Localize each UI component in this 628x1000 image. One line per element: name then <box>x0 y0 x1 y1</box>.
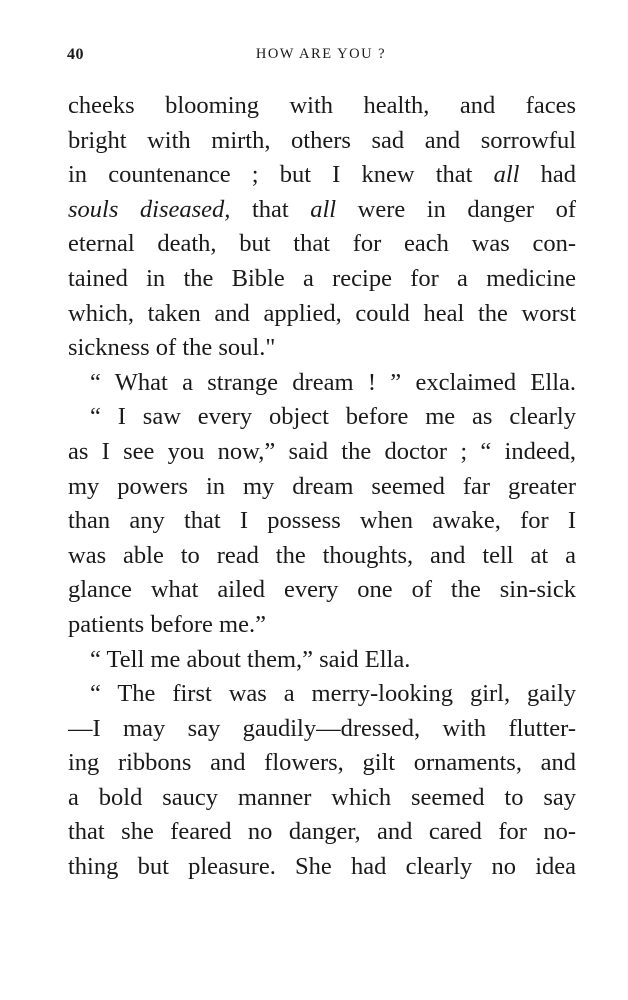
text-line: “ I saw every object before me as clearly <box>90 403 576 431</box>
text-line: that she feared no danger, and cared for no- <box>68 818 576 846</box>
text-line: “ What a strange dream ! ” exclaimed Ella. <box>90 368 576 396</box>
text-line: as I see you now,” said the doctor ; “ indeed, <box>68 437 576 465</box>
page-number: 40 <box>67 46 84 63</box>
text-line: a bold saucy manner which seemed to say <box>68 783 576 811</box>
text-line: thing but pleasure. She had clearly no idea <box>68 853 576 881</box>
text-line: cheeks blooming with health, and faces <box>68 92 576 119</box>
text-line: in countenance ; but I knew that all had <box>68 161 576 189</box>
text-line: eternal death, but that for each was con- <box>68 230 576 258</box>
text-line: “ Tell me about them,” said Ella. <box>90 645 411 673</box>
text-line: —I may say gaudily—dressed, with flutter- <box>68 714 576 742</box>
text-line: my powers in my dream seemed far greater <box>68 472 576 500</box>
text-line: bright with mirth, others sad and sorrowful <box>68 126 576 154</box>
text-line: ing ribbons and flowers, gilt ornaments, and <box>68 749 576 777</box>
text-line: “ The first was a merry-looking girl, gaily <box>90 680 576 708</box>
text-line: glance what ailed every one of the sin-sick <box>68 576 576 604</box>
text-line: patients before me.” <box>68 610 266 638</box>
text-line: sickness of the soul." <box>68 334 276 362</box>
text-line: which, taken and applied, could heal the worst <box>68 299 576 327</box>
text-line: was able to read the thoughts, and tell at a <box>68 541 576 569</box>
page-header <box>67 46 575 72</box>
text-line: tained in the Bible a recipe for a medicine <box>68 264 576 292</box>
body-text <box>68 89 576 885</box>
text-line: souls diseased, that all were in danger of <box>68 195 576 223</box>
text-line: than any that I possess when awake, for I <box>68 507 576 535</box>
running-title: HOW ARE YOU ? <box>255 46 387 62</box>
